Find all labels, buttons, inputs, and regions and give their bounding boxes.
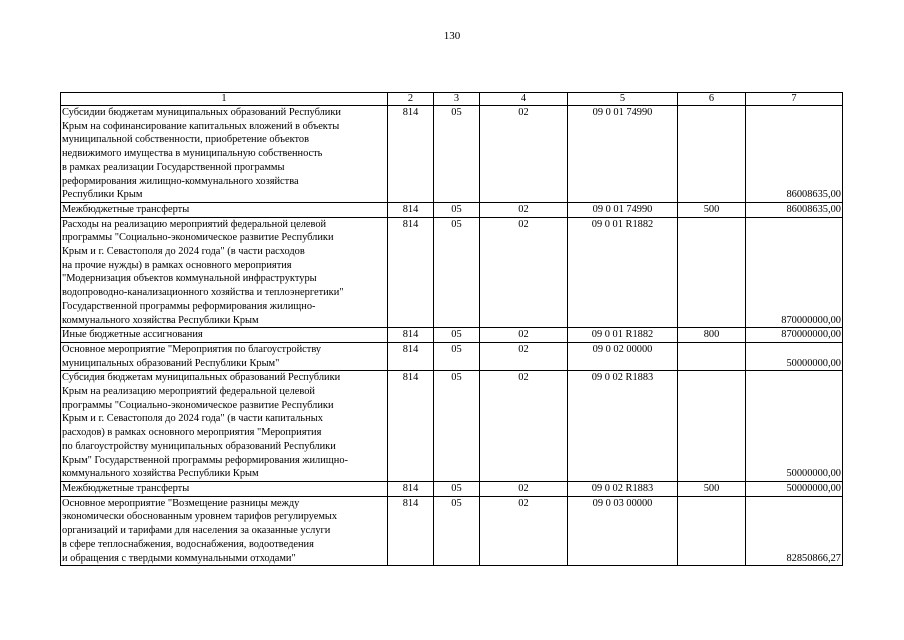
expense-type-code: 500 [678, 481, 746, 496]
expense-type-code: 500 [678, 202, 746, 217]
section-code: 05 [434, 217, 480, 328]
section-code: 05 [434, 481, 480, 496]
column-header: 4 [480, 93, 568, 106]
ministry-code: 814 [388, 328, 434, 343]
subsection-code: 02 [480, 481, 568, 496]
target-article-code: 09 0 01 R1882 [568, 328, 678, 343]
section-code: 05 [434, 371, 480, 482]
subsection-code: 02 [480, 217, 568, 328]
ministry-code: 814 [388, 481, 434, 496]
table-row [61, 106, 843, 203]
expense-name: Субсидии бюджетам муниципальных образований Республики Крым на софинансирование капитальных вложений в объекты муниципальной собственности, приобретение объектов недвижимого имущества в муниципальную собственность в рамках реализации Государственной программы реформирования жилищно-коммунального хозяйства Республики Крым [61, 106, 388, 203]
target-article-code: 09 0 01 74990 [568, 202, 678, 217]
expense-type-code [678, 106, 746, 203]
expense-name: Межбюджетные трансферты [61, 481, 388, 496]
table-row [61, 217, 843, 328]
amount: 86008635,00 [746, 202, 843, 217]
amount: 86008635,00 [746, 106, 843, 203]
section-code: 05 [434, 342, 480, 370]
table-row [61, 496, 843, 566]
table-row [61, 328, 843, 343]
table-row [61, 481, 843, 496]
subsection-code: 02 [480, 371, 568, 482]
budget-table [60, 92, 843, 566]
column-header: 7 [746, 93, 843, 106]
subsection-code: 02 [480, 328, 568, 343]
amount: 50000000,00 [746, 371, 843, 482]
section-code: 05 [434, 106, 480, 203]
column-header: 3 [434, 93, 480, 106]
section-code: 05 [434, 328, 480, 343]
ministry-code: 814 [388, 217, 434, 328]
target-article-code: 09 0 02 R1883 [568, 371, 678, 482]
target-article-code: 09 0 02 R1883 [568, 481, 678, 496]
amount: 870000000,00 [746, 328, 843, 343]
amount: 82850866,27 [746, 496, 843, 566]
expense-type-code: 800 [678, 328, 746, 343]
ministry-code: 814 [388, 106, 434, 203]
expense-type-code [678, 371, 746, 482]
target-article-code: 09 0 02 00000 [568, 342, 678, 370]
subsection-code: 02 [480, 202, 568, 217]
section-code: 05 [434, 496, 480, 566]
expense-name: Субсидия бюджетам муниципальных образований Республики Крым на реализацию мероприятий федеральной целевой программы "Социально-экономическое развитие Республики Крым и г. Севастополя до 2024 года" (в части капитальных расходов) в рамках основного мероприятия "Мероприятия по благоустройству муниципальных образований Республики Крым" Государственной программы реформирования жилищно- коммунального хозяйства Республики Крым [61, 371, 388, 482]
ministry-code: 814 [388, 202, 434, 217]
expense-type-code [678, 496, 746, 566]
page-number: 130 [443, 30, 461, 42]
column-header: 5 [568, 93, 678, 106]
table-row [61, 371, 843, 482]
ministry-code: 814 [388, 371, 434, 482]
subsection-code: 02 [480, 106, 568, 203]
ministry-code: 814 [388, 342, 434, 370]
column-header: 1 [61, 93, 388, 106]
table-row [61, 202, 843, 217]
expense-name: Основное мероприятие "Мероприятия по благоустройству муниципальных образований Республики Крым" [61, 342, 388, 370]
table-row [61, 342, 843, 370]
target-article-code: 09 0 03 00000 [568, 496, 678, 566]
target-article-code: 09 0 01 R1882 [568, 217, 678, 328]
column-header: 6 [678, 93, 746, 106]
amount: 50000000,00 [746, 481, 843, 496]
target-article-code: 09 0 01 74990 [568, 106, 678, 203]
subsection-code: 02 [480, 496, 568, 566]
column-header: 2 [388, 93, 434, 106]
expense-type-code [678, 342, 746, 370]
subsection-code: 02 [480, 342, 568, 370]
expense-name: Основное мероприятие "Возмещение разницы между экономически обоснованным уровнем тарифов регулируемых организаций и тарифами для населения за оказанные услуги в сфере теплоснабжения, водоснабжения, водоотведения и обращения с твердыми коммунальными отходами" [61, 496, 388, 566]
table-header-row [61, 93, 843, 106]
expense-name: Расходы на реализацию мероприятий федеральной целевой программы "Социально-экономическое развитие Республики Крым и г. Севастополя до 2024 года" (в части расходов на прочие нужды) в рамках основного мероприятия "Модернизация объектов коммунальной инфраструктуры водопроводно-канализационного хозяйства и теплоэнергетики" Государственной программы реформирования жилищно- коммунального хозяйства Республики Крым [61, 217, 388, 328]
expense-name: Иные бюджетные ассигнования [61, 328, 388, 343]
expense-type-code [678, 217, 746, 328]
ministry-code: 814 [388, 496, 434, 566]
amount: 50000000,00 [746, 342, 843, 370]
expense-name: Межбюджетные трансферты [61, 202, 388, 217]
amount: 870000000,00 [746, 217, 843, 328]
section-code: 05 [434, 202, 480, 217]
